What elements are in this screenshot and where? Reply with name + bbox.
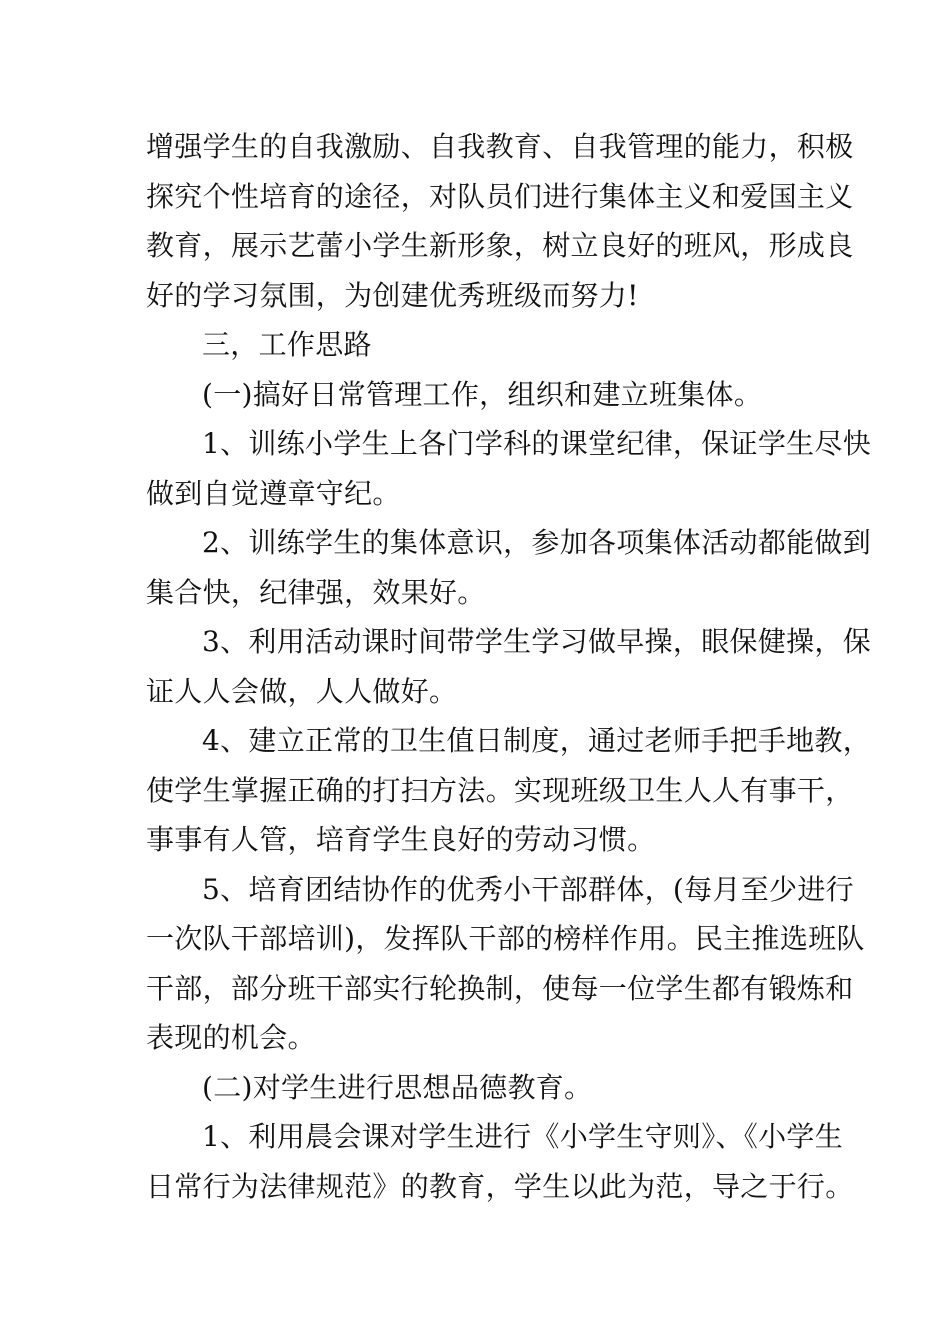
list-item-line: 一次队干部培训)，发挥队干部的榜样作用。民主推选班队 — [146, 922, 865, 955]
paragraph-line: 增强学生的自我激励、自我教育、自我管理的能力，积极 — [146, 130, 854, 163]
subsection-heading: (二)对学生进行思想品德教育。 — [202, 1070, 593, 1104]
list-item-line: 干部，部分班干部实行轮换制，使每一位学生都有锻炼和 — [146, 971, 854, 1005]
document-body — [146, 122, 872, 1211]
list-item-line: 日常行为法律规范》的教育，学生以此为范，导之于行。 — [146, 1169, 854, 1203]
paragraph-line: 教育，展示艺蕾小学生新形象，树立良好的班风，形成良 — [146, 229, 854, 262]
list-item-line: 2、训练学生的集体意识，参加各项集体活动都能做到 — [202, 526, 872, 559]
list-item-line: 证人人会做，人人做好。 — [146, 674, 458, 708]
list-item-line: 做到自觉遵章守纪。 — [146, 476, 401, 510]
paragraph-line: 探究个性培育的途径，对队员们进行集体主义和爱国主义 — [146, 179, 854, 213]
paragraph-line: 好的学习氛围，为创建优秀班级而努力! — [146, 278, 639, 312]
list-item-line: 4、建立正常的卫生值日制度，通过老师手把手地教， — [202, 724, 872, 757]
list-item-line: 事事有人管，培育学生良好的劳动习惯。 — [146, 823, 656, 856]
list-item-line: 表现的机会。 — [146, 1021, 316, 1054]
list-item-line: 3、利用活动课时间带学生学习做早操，眼保健操，保 — [202, 625, 872, 658]
list-item-line: 1、利用晨会课对学生进行《小学生守则》、《小学生 — [202, 1120, 844, 1153]
list-item-line: 5、培育团结协作的优秀小干部群体，(每月至少进行 — [202, 872, 854, 906]
list-item-line: 1、训练小学生上各门学科的课堂纪律，保证学生尽快 — [202, 427, 872, 460]
subsection-heading: (一)搞好日常管理工作，组织和建立班集体。 — [202, 377, 763, 411]
section-heading: 三，工作思路 — [202, 328, 372, 361]
list-item-line: 使学生掌握正确的打扫方法。实现班级卫生人人有事干， — [146, 773, 854, 807]
list-item-line: 集合快，纪律强，效果好。 — [146, 575, 486, 609]
